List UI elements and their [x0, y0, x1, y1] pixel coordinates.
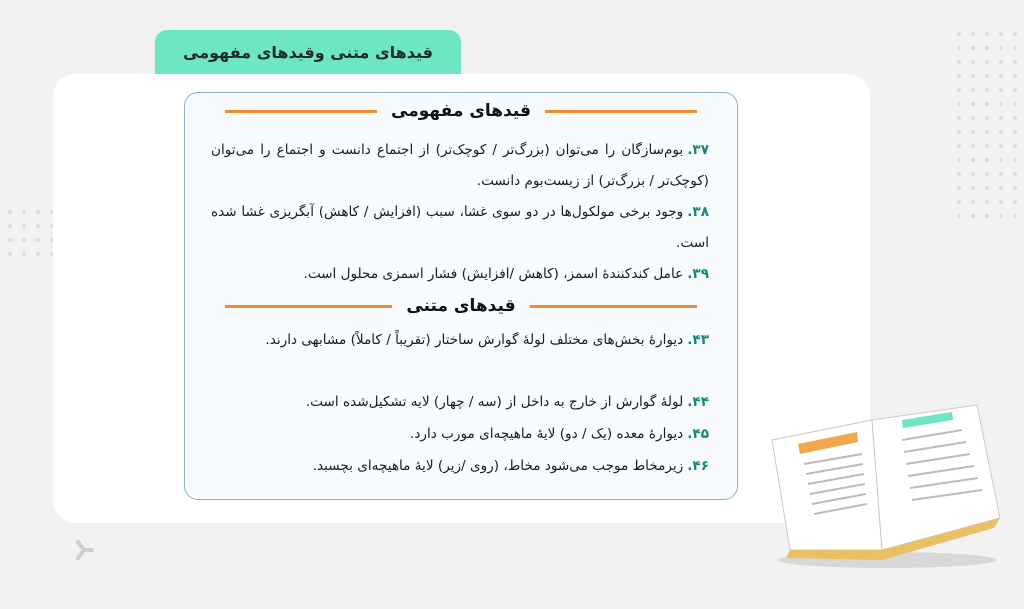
dot — [22, 252, 26, 256]
dot — [999, 186, 1003, 190]
dot — [999, 74, 1003, 78]
dot — [957, 60, 961, 64]
dot — [999, 172, 1003, 176]
dot — [22, 224, 26, 228]
dot — [1013, 60, 1017, 64]
concept-title: قیدهای مفهومی — [391, 101, 531, 121]
question-39: ۳۹.عامل کندکنندهٔ اسمز، (کاهش /افزایش) فشار اسمزی محلول است. — [303, 266, 709, 282]
dot — [957, 130, 961, 134]
decorative-dots-right — [957, 32, 1017, 218]
dot — [22, 238, 26, 242]
header-line — [545, 110, 697, 113]
dot — [1013, 158, 1017, 162]
dot — [985, 158, 989, 162]
dot — [999, 200, 1003, 204]
text-header — [225, 296, 697, 316]
dot — [999, 46, 1003, 50]
dot — [971, 102, 975, 106]
dot — [957, 116, 961, 120]
text-title: قیدهای متنی — [406, 296, 516, 316]
dot — [36, 252, 40, 256]
dot — [971, 88, 975, 92]
dot — [1013, 32, 1017, 36]
dot — [957, 144, 961, 148]
dot — [985, 130, 989, 134]
dot — [971, 172, 975, 176]
dot — [1013, 172, 1017, 176]
header-line — [225, 305, 392, 308]
dot — [957, 172, 961, 176]
dot — [22, 210, 26, 214]
dot — [957, 46, 961, 50]
dot — [971, 116, 975, 120]
logo-icon — [70, 538, 98, 571]
dot — [1013, 46, 1017, 50]
dot — [36, 224, 40, 228]
dot — [999, 116, 1003, 120]
dot — [957, 74, 961, 78]
dot — [1013, 74, 1017, 78]
dot — [985, 60, 989, 64]
dot — [971, 144, 975, 148]
dot — [999, 130, 1003, 134]
title-tab — [155, 30, 461, 74]
dot — [985, 214, 989, 218]
dot — [971, 32, 975, 36]
dot — [1013, 186, 1017, 190]
dot — [971, 46, 975, 50]
concept-header — [225, 101, 697, 121]
dot — [8, 238, 12, 242]
dot — [1013, 130, 1017, 134]
question-43: ۴۳.دیوارهٔ بخش‌های مختلف لولهٔ گوارش ساختار (تقریباً / کاملاً) مشابهی دارند. — [265, 332, 709, 348]
dot — [985, 74, 989, 78]
dot — [971, 158, 975, 162]
dot — [971, 130, 975, 134]
dot — [971, 200, 975, 204]
dot — [957, 102, 961, 106]
book-icon — [762, 400, 1007, 570]
question-37: ۳۷.بوم‌سازگان را می‌توان (بزرگ‌تر / کوچک‌تر) از اجتماع دانست و اجتماع را می‌توان (کوچک‌تر / بزرگ‌تر) از زیست‌بوم دانست. — [211, 142, 709, 189]
dot — [985, 172, 989, 176]
dot — [1013, 102, 1017, 106]
dot — [985, 102, 989, 106]
question-44: ۴۴.لولهٔ گوارش از خارج به داخل از (سه / چهار) لایه تشکیل‌شده است. — [305, 394, 709, 410]
dot — [8, 210, 12, 214]
dot — [999, 102, 1003, 106]
dot — [999, 158, 1003, 162]
dot — [1013, 200, 1017, 204]
dot — [999, 214, 1003, 218]
dot — [36, 238, 40, 242]
dot — [1013, 214, 1017, 218]
dot — [971, 74, 975, 78]
dot — [985, 144, 989, 148]
dot — [36, 210, 40, 214]
dot — [957, 88, 961, 92]
dot — [957, 214, 961, 218]
decorative-dots-left — [8, 210, 54, 256]
header-line — [530, 305, 697, 308]
dot — [957, 200, 961, 204]
dot — [8, 224, 12, 228]
dot — [985, 88, 989, 92]
dot — [985, 116, 989, 120]
dot — [999, 60, 1003, 64]
dot — [957, 186, 961, 190]
tab-title: قیدهای متنی وقیدهای مفهومی — [183, 42, 433, 62]
dot — [985, 32, 989, 36]
dot — [985, 186, 989, 190]
dot — [1013, 144, 1017, 148]
dot — [971, 60, 975, 64]
dot — [971, 186, 975, 190]
question-38: ۳۸.وجود برخی مولکول‌ها در دو سوی غشا، سبب (افزایش / کاهش) آبگریزی غشا شده است. — [211, 204, 709, 251]
dot — [8, 252, 12, 256]
dot — [985, 200, 989, 204]
dot — [957, 32, 961, 36]
header-line — [225, 110, 377, 113]
dot — [999, 88, 1003, 92]
dot — [985, 46, 989, 50]
dot — [957, 158, 961, 162]
dot — [971, 214, 975, 218]
dot — [999, 144, 1003, 148]
question-46: ۴۶.زیرمخاط موجب می‌شود مخاط، (روی /زیر) لایهٔ ماهیچه‌ای بچسبد. — [312, 458, 709, 474]
question-panel — [184, 92, 738, 500]
dot — [1013, 116, 1017, 120]
question-45: ۴۵.دیوارهٔ معده (یک / دو) لایهٔ ماهیچه‌ای مورب دارد. — [410, 426, 709, 442]
dot — [999, 32, 1003, 36]
dot — [1013, 88, 1017, 92]
